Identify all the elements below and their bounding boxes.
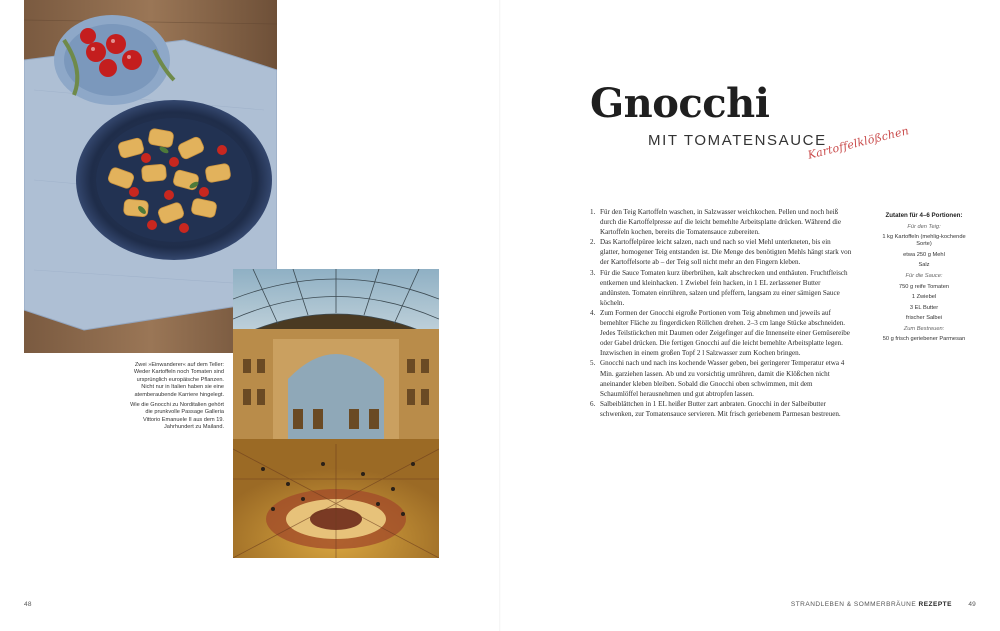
recipe-subtitle: MIT TOMATENSAUCE (648, 132, 827, 149)
ingredient-item: 1 kg Kartoffeln (mehlig-kochende Sorte) (882, 233, 966, 247)
ingredient-item: Salz (918, 262, 930, 269)
ingredient-item: 1 Zwiebel (911, 294, 937, 301)
ingredient-group-label: Zum Bestreuen: (903, 325, 945, 332)
page-number-left: 48 (24, 601, 32, 608)
ingredient-group-label: Für den Teig: (907, 223, 941, 230)
step-item (590, 268, 852, 308)
running-head-chapter: REZEPTE (918, 601, 952, 608)
recipe-title: Gnocchi (590, 80, 770, 127)
handwritten-note: Kartoffelklößchen (806, 124, 911, 162)
ingredient-item: 3 EL Butter (909, 304, 939, 311)
running-head-section: STRANDLEBEN & SOMMERBRÄUNE (790, 601, 917, 608)
caption-paragraph: Zwei »Einwanderer« auf dem Teller: Weder Kartoffeln noch Tomaten sind ursprünglich europäische Pflanzen. Nicht nur in Italien haben sie eine atemberaubende Karriere hingelegt. (133, 362, 224, 398)
step-text: Gnocchi nach und nach ins kochende Wasser geben, bei geringerer Temperatur etwa 4 Min. garziehen lassen. Ab und zu vorsichtig umrühren, damit die Klößchen nicht aneinander kleben bleiben. Sobald die Gnocchi oben schwimmen, mit dem Schaumlöffel herausnehmen und gut abtropfen lassen. (600, 359, 845, 398)
ingredient-item: frischer Salbei (905, 315, 943, 322)
ingredient-item: 50 g frisch geriebener Parmesan (882, 336, 966, 343)
ingredient-group-label: Für die Sauce: (905, 272, 943, 279)
running-head (791, 601, 952, 608)
preparation-steps (590, 207, 852, 419)
ingredient-item: 750 g reife Tomaten (898, 283, 950, 290)
ingredient-item: etwa 250 g Mehl (903, 251, 945, 258)
caption-paragraph: Wie die Gnocchi zu Norditalien gehört die prunkvolle Passage Galleria Vittorio Emanuele II aus dem 19. Jahrhundert zu Mailand. (130, 402, 224, 431)
step-number: 4. (590, 308, 596, 317)
step-number: 2. (590, 238, 596, 247)
step-text: Zum Formen der Gnocchi eigroße Portionen vom Teig abnehmen und jeweils auf bemehlter Fläche zu fingerdicken Röllchen drehen. 2–3 cm lange Stücke abschneiden. Jedes Teilstückchen mit Daumen oder Zeigefinger auf die Innenseite einer Gemüsereibe oder Gabel drücken. Die fertigen Gnocchi auf die leicht bemehlte Arbeitsplatte legen. Inzwischen in einem großen Topf 2 l Salzwasser zum Kochen bringen. (600, 308, 850, 358)
step-number: 3. (590, 268, 596, 277)
step-text: Salbeiblättchen in 1 EL heißer Butter zart anbraten. Gnocchi in der Salbeibutter schwenken, zur Tomatensauce servieren. Mit frisch geriebenem Parmesan bestreuen. (600, 399, 841, 418)
step-text: Für die Sauce Tomaten kurz überbrühen, kalt abschrecken und enthäuten. Fruchtfleisch entkernen und kleinhacken. 1 Zwiebel fein hacken, in 1 EL zerlassener Butter andünsten. Tomaten einrühren, salzen und pfeffern, langsam zu einer sämigen Sauce köcheln. (600, 268, 848, 307)
ingredients-box (876, 211, 972, 345)
step-text: Für den Teig Kartoffeln waschen, in Salzwasser weichkochen. Pellen und noch heiß durch die Kartoffelpresse auf die leicht bemehlte Arbeitsplatte drücken. Während die Kartoffeln kochen, bereits die Tomatensauce zubereiten. (600, 208, 842, 237)
galleria-illustration (233, 269, 439, 558)
step-number: 1. (590, 208, 596, 216)
step-item (590, 237, 852, 267)
step-item (590, 358, 852, 398)
ingredients-title: Zutaten für 4–6 Portionen: (885, 212, 963, 219)
book-gutter (499, 0, 501, 631)
step-number: 6. (590, 399, 596, 408)
step-item (590, 399, 852, 419)
photo-galleria-mailand (233, 269, 439, 558)
photo-caption (128, 362, 224, 435)
page-number-right: 49 (968, 601, 976, 608)
step-number: 5. (590, 359, 596, 368)
step-item (590, 308, 852, 358)
step-text: Das Kartoffelpüree leicht salzen, nach und nach so viel Mehl unterkneten, bis ein glatter, homogener Teig entstanden ist. Die Menge des benötigten Mehls hängt stark von der Kartoffelsorte ab – der Teig soll nicht mehr an den Fingern kleben. (600, 238, 852, 267)
step-item (590, 207, 852, 237)
